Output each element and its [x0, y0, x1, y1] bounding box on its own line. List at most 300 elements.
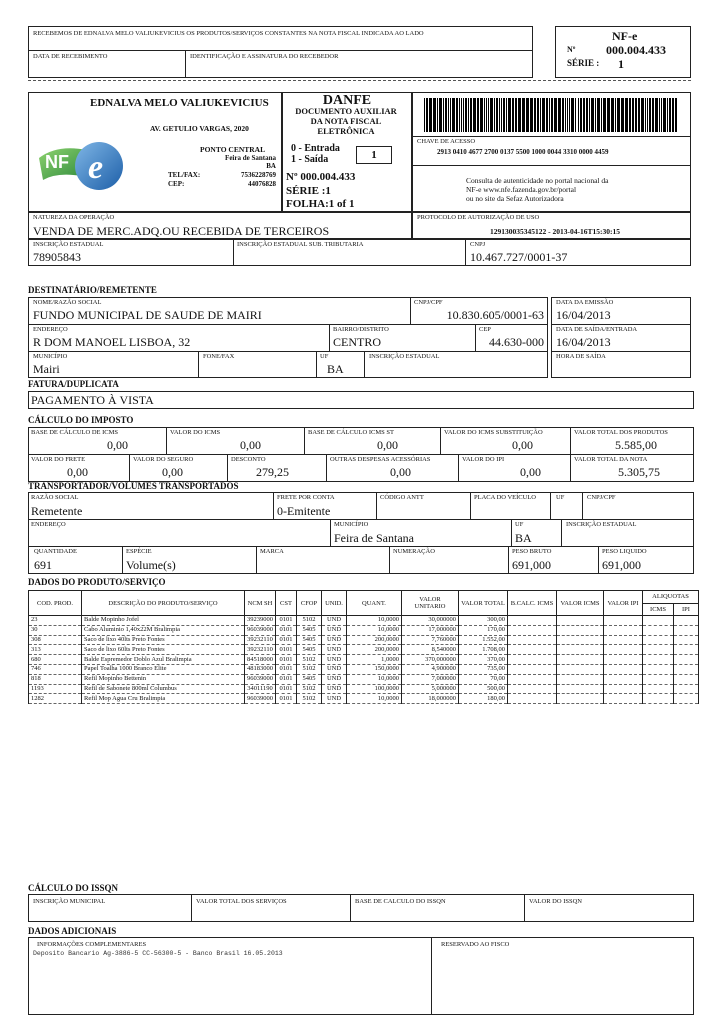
cell-desc: Refil de Sabonete 800ml Columbus [82, 684, 245, 694]
emitente-cep-label: CEP: [168, 180, 185, 188]
barcode-bar [647, 98, 648, 132]
transp-antt-label: CÓDIGO ANTT [380, 494, 424, 501]
cell-aipi [674, 655, 699, 665]
cell-vtotal: 735,00 [459, 664, 508, 674]
adicionais-section: DADOS ADICIONAIS [28, 926, 117, 936]
barcode-bar [571, 98, 574, 132]
dest-cnpj-label: CNPJ/CPF [414, 299, 443, 306]
barcode-bar [530, 98, 533, 132]
barcode-bar [583, 98, 585, 132]
table-row [29, 684, 699, 694]
transp-qtd-label: QUANTIDADE [34, 548, 77, 555]
cell-vtotal: 1.552,00 [459, 635, 508, 645]
cell-bcicms [508, 674, 557, 684]
barcode-bar [445, 98, 447, 132]
danfe-entrada: 0 - Entrada [291, 143, 340, 154]
cell-desc: Saco de lixo 40lts Preto Fontes [82, 635, 245, 645]
barcode-bar [546, 98, 548, 132]
cell-aicms [643, 616, 674, 626]
seguro-value: 0,00 [162, 465, 183, 479]
th-ncm: NCM SH [245, 591, 276, 616]
v-icms-st-value: 0,00 [512, 438, 533, 452]
barcode-bar [499, 98, 500, 132]
produtos-section: DADOS DO PRODUTO/SERVIÇO [28, 577, 166, 587]
natureza-label: NATUREZA DA OPERAÇÃO [33, 214, 115, 221]
fatura-section: FATURA/DUPLICATA [28, 379, 119, 389]
barcode-bar [617, 98, 620, 132]
dest-nome-label: NOME/RAZÃO SOCIAL [33, 299, 102, 306]
transp-especie-label: ESPÉCIE [126, 548, 152, 555]
iest-label: INSCRIÇÃO ESTADUAL SUB. TRIBUTARIA [237, 241, 364, 248]
cell-cfop: 5405 [297, 645, 322, 655]
th-vicms: VALOR ICMS [557, 591, 604, 616]
cell-cst: 0101 [276, 664, 297, 674]
cell-vipi [604, 625, 643, 635]
natureza-value: VENDA DE MERC.ADQ.OU RECEBIDA DE TERCEIROS [33, 224, 330, 238]
barcode-bar [452, 98, 455, 132]
barcode-bar [540, 98, 541, 132]
cell-cst: 0101 [276, 684, 297, 694]
cell-vicms [557, 635, 604, 645]
cell-vicms [557, 684, 604, 694]
barcode-bar [661, 98, 662, 132]
th-aliquotas: ALIQUOTAS [643, 591, 699, 604]
barcode-bar [615, 98, 616, 132]
transp-placa-label: PLACA DO VEÍCULO [474, 494, 536, 501]
th-vunit: VALOR UNITARIO [402, 591, 459, 616]
canhoto-serie: 1 [618, 57, 624, 71]
cell-cst: 0101 [276, 616, 297, 626]
barcode-bar [638, 98, 640, 132]
th-desc: DESCRIÇÃO DO PRODUTO/SERVIÇO [82, 591, 245, 616]
cell-aipi [674, 674, 699, 684]
cell-vtotal: 170,00 [459, 625, 508, 635]
cell-desc: Balde Espremedor Doblo Azul Bralimpia [82, 655, 245, 665]
imposto-section: CÁLCULO DO IMPOSTO [28, 415, 134, 425]
cell-ncm: 96039000 [245, 625, 276, 635]
barcode-bar [607, 98, 610, 132]
issqn-v: VALOR DO ISSQN [529, 898, 582, 905]
danfe-serie: SÉRIE :1 [286, 185, 331, 197]
table-row [29, 694, 699, 704]
issqn-bc: BASE DE CALCULO DO ISSQN [355, 898, 446, 905]
cell-aicms [643, 655, 674, 665]
cell-ncm: 48183000 [245, 664, 276, 674]
dest-endereco: R DOM MANOEL LISBOA, 32 [33, 335, 191, 349]
barcode-bar [558, 98, 561, 132]
transp-pliquido-label: PESO LIQUIDO [602, 548, 647, 555]
cell-bcicms [508, 645, 557, 655]
cell-vipi [604, 674, 643, 684]
bc-icms-value: 0,00 [107, 438, 128, 452]
info-value: Deposito Bancario Ag-3886-5 CC-56300-5 - Banco Brasil 16.05.2013 [33, 950, 283, 957]
cell-ncm: 34011190 [245, 684, 276, 694]
total-nota-value: 5.305,75 [618, 465, 660, 479]
cell-vunit: 370,000000 [402, 655, 459, 665]
svg-text:e: e [88, 149, 104, 186]
barcode-bar [635, 98, 637, 132]
barcode-bar [586, 98, 588, 132]
barcode-bar [450, 98, 451, 132]
barcode-bar [669, 98, 671, 132]
ipi-value: 0,00 [520, 465, 541, 479]
cell-vunit: 18,000000 [402, 694, 459, 704]
transportador-section: TRANSPORTADOR/VOLUMES TRANSPORTADOS [28, 481, 239, 491]
transp-uf-label: UF [556, 494, 565, 501]
danfe-folha: FOLHA:1 of 1 [286, 198, 355, 210]
barcode-bar [488, 98, 489, 132]
barcode [424, 98, 680, 132]
cell-aicms [643, 684, 674, 694]
total-nota-label: VALOR TOTAL DA NOTA [574, 456, 648, 463]
barcode-bar [580, 98, 582, 132]
th-cfop: CFOP [297, 591, 322, 616]
v-icms-label: VALOR DO ICMS [170, 429, 221, 436]
th-vtotal: VALOR TOTAL [459, 591, 508, 616]
outras-value: 0,00 [390, 465, 411, 479]
cell-cod: 746 [29, 664, 82, 674]
cnpj-value: 10.467.727/0001-37 [470, 250, 568, 264]
cell-unid: UND [322, 684, 347, 694]
cell-vipi [604, 664, 643, 674]
cell-bcicms [508, 655, 557, 665]
transp-especie: Volume(s) [126, 558, 176, 572]
cell-unid: UND [322, 655, 347, 665]
data-recebimento-label: DATA DE RECEBIMENTO [33, 53, 108, 60]
fatura-value: PAGAMENTO À VISTA [31, 393, 154, 407]
emitente-cep: 44076828 [248, 180, 276, 188]
dest-municipio-label: MUNICÍPIO [33, 353, 68, 360]
issqn-im: INSCRIÇÃO MUNICIPAL [33, 898, 106, 905]
outras-label: OUTRAS DESPESAS ACESSÓRIAS [330, 456, 431, 463]
svg-text:NF: NF [45, 152, 69, 172]
transp-pliquido: 691,000 [602, 558, 641, 572]
barcode-bar [518, 98, 521, 132]
barcode-bar [433, 98, 436, 132]
transp-municipio: Feira de Santana [334, 531, 414, 545]
cell-cod: 23 [29, 616, 82, 626]
transp-pbruto: 691,000 [512, 558, 551, 572]
cell-ncm: 84518000 [245, 655, 276, 665]
cell-vunit: 4,900000 [402, 664, 459, 674]
barcode-bar [578, 98, 579, 132]
barcode-bar [595, 98, 596, 132]
barcode-bar [477, 98, 479, 132]
table-row [29, 664, 699, 674]
barcode-bar [508, 98, 511, 132]
table-row [29, 655, 699, 665]
transp-qtd: 691 [34, 558, 52, 572]
bc-icms-st-label: BASE DE CÁLCULO ICMS ST [308, 429, 394, 436]
cell-bcicms [508, 664, 557, 674]
cell-vipi [604, 655, 643, 665]
cell-vtotal: 1.708,00 [459, 645, 508, 655]
barcode-bar [632, 98, 634, 132]
cell-aipi [674, 616, 699, 626]
table-row [29, 635, 699, 645]
emitente-endereco: AV. GETULIO VARGAS, 2020 [150, 124, 249, 133]
barcode-bar [501, 98, 502, 132]
cell-unid: UND [322, 674, 347, 684]
table-row [29, 645, 699, 655]
cell-vipi [604, 616, 643, 626]
cell-aicms [643, 635, 674, 645]
cell-cfop: 5102 [297, 664, 322, 674]
barcode-bar [652, 98, 654, 132]
cell-vicms [557, 616, 604, 626]
v-icms-value: 0,00 [240, 438, 261, 452]
barcode-bar [496, 98, 498, 132]
barcode-bar [575, 98, 576, 132]
table-row [29, 674, 699, 684]
dest-ie-label: INSCRIÇÃO ESTADUAL [369, 353, 440, 360]
barcode-bar [490, 98, 493, 132]
cell-cod: 1193 [29, 684, 82, 694]
th-cst: CST [276, 591, 297, 616]
cell-vunit: 30,000000 [402, 616, 459, 626]
barcode-bar [625, 98, 628, 132]
v-icms-st-label: VALOR DO ICMS SUBSTITUIÇÃO [444, 429, 543, 436]
cell-quant: 10,0000 [347, 674, 402, 684]
ie-label: INSCRIÇÃO ESTADUAL [33, 241, 104, 248]
canhoto-numero-label: Nº [567, 45, 576, 54]
barcode-bar [565, 98, 566, 132]
barcode-bar [484, 98, 485, 132]
cell-vicms [557, 674, 604, 684]
cell-aicms [643, 694, 674, 704]
cell-quant: 200,0000 [347, 635, 402, 645]
transp-razao-label: RAZÃO SOCIAL [31, 494, 79, 501]
cell-vipi [604, 645, 643, 655]
cell-cst: 0101 [276, 674, 297, 684]
v-produtos-value: 5.585,00 [615, 438, 657, 452]
danfe-title: DANFE [322, 93, 372, 108]
canhoto-numero: 000.004.433 [606, 43, 666, 57]
transp-marca-label: MARCA [260, 548, 284, 555]
th-aipi: IPI [674, 603, 699, 616]
barcode-bar [473, 98, 476, 132]
dest-emissao-label: DATA DA EMISSÃO [556, 299, 614, 306]
danfe-numero: Nº 000.004.433 [286, 171, 356, 183]
consulta-line-1: Consulta de autenticidade no portal nacional da [466, 176, 609, 185]
barcode-bar [463, 98, 464, 132]
barcode-bar [512, 98, 514, 132]
cell-desc: Balde Mopinho Jofel [82, 616, 245, 626]
emitente-telfax: 7536228769 [241, 171, 276, 179]
cell-aipi [674, 645, 699, 655]
barcode-bar [611, 98, 614, 132]
barcode-bar [437, 98, 438, 132]
barcode-bar [549, 98, 550, 132]
barcode-bar [597, 98, 600, 132]
dest-uf-label: UF [320, 353, 329, 360]
dest-fone-label: FONE/FAX [203, 353, 235, 360]
transp-uf2-label: UF [515, 521, 524, 528]
cell-unid: UND [322, 664, 347, 674]
cell-vicms [557, 694, 604, 704]
barcode-bar [567, 98, 568, 132]
barcode-bar [494, 98, 495, 132]
seguro-label: VALOR DO SEGURO [133, 456, 194, 463]
cell-cst: 0101 [276, 694, 297, 704]
cell-cod: 308 [29, 635, 82, 645]
frete-label: VALOR DO FRETE [31, 456, 86, 463]
produtos-table [28, 590, 699, 704]
cell-unid: UND [322, 625, 347, 635]
danfe-tipo: 1 [371, 149, 377, 161]
cell-cst: 0101 [276, 645, 297, 655]
barcode-bar [456, 98, 458, 132]
cell-quant: 10,0000 [347, 616, 402, 626]
dest-emissao: 16/04/2013 [556, 308, 611, 322]
cell-vicms [557, 655, 604, 665]
protocolo-label: PROTOCOLO DE AUTORIZAÇÃO DE USO [417, 214, 540, 221]
cell-quant: 1,0000 [347, 655, 402, 665]
v-produtos-label: VALOR TOTAL DOS PRODUTOS [574, 429, 668, 436]
barcode-bar [645, 98, 646, 132]
cell-aipi [674, 635, 699, 645]
cell-quant: 100,0000 [347, 684, 402, 694]
dest-bairro-label: BAIRRO/DISTRITO [333, 326, 389, 333]
barcode-bar [675, 98, 677, 132]
ipi-label: VALOR DO IPI [462, 456, 505, 463]
cell-cod: 680 [29, 655, 82, 665]
cell-quant: 10,0000 [347, 625, 402, 635]
cell-desc: Refil Mop Agua Cru Bralimpia [82, 694, 245, 704]
cell-bcicms [508, 635, 557, 645]
th-unid: UNID. [322, 591, 347, 616]
barcode-bar [649, 98, 651, 132]
dest-bairro: CENTRO [333, 335, 381, 349]
cell-desc: Refil Mopinho Bettenin [82, 674, 245, 684]
info-label: INFORMAÇÕES COMPLEMENTARES [37, 941, 147, 948]
barcode-bar [591, 98, 594, 132]
cell-vipi [604, 684, 643, 694]
cell-quant: 10,0000 [347, 694, 402, 704]
cell-vunit: 5,000000 [402, 684, 459, 694]
cell-aicms [643, 645, 674, 655]
emitente-bairro: PONTO CENTRAL [200, 145, 266, 154]
cell-vipi [604, 635, 643, 645]
cell-cod: 313 [29, 645, 82, 655]
transp-endereco-label: ENDEREÇO [31, 521, 66, 528]
cell-aipi [674, 684, 699, 694]
cell-cst: 0101 [276, 625, 297, 635]
bc-icms-label: BASE DE CÁLCULO DE ICMS [31, 429, 119, 436]
cell-quant: 200,0000 [347, 645, 402, 655]
dest-cnpj: 10.830.605/0001-63 [446, 308, 544, 322]
emitente-uf: BA [266, 162, 276, 170]
cell-desc: Cabo Aluminio 1,40x22M Bralimpia [82, 625, 245, 635]
barcode-bar [506, 98, 507, 132]
cell-unid: UND [322, 616, 347, 626]
barcode-bar [641, 98, 644, 132]
destinatario-section: DESTINATÁRIO/REMETENTE [28, 285, 157, 295]
th-bcicms: B.CALC. ICMS [508, 591, 557, 616]
barcode-bar [465, 98, 467, 132]
frete-value: 0,00 [67, 465, 88, 479]
consulta-line-2: NF-e www.nfe.fazenda.gov.br/portal [466, 185, 577, 194]
barcode-bar [667, 98, 668, 132]
cell-vtotal: 500,00 [459, 684, 508, 694]
transp-razao: Remetente [31, 504, 83, 518]
cell-cfop: 5405 [297, 625, 322, 635]
cell-vunit: 17,000000 [402, 625, 459, 635]
cell-cfop: 5102 [297, 694, 322, 704]
barcode-bar [534, 98, 536, 132]
identificacao-label: IDENTIFICAÇÃO E ASSINATURA DO RECEBEDOR [190, 53, 339, 60]
cell-vicms [557, 625, 604, 635]
cell-aicms [643, 664, 674, 674]
cell-bcicms [508, 625, 557, 635]
dest-hora-label: HORA DE SAÍDA [556, 353, 606, 360]
cell-aipi [674, 694, 699, 704]
dest-nome: FUNDO MUNICIPAL DE SAUDE DE MAIRI [33, 308, 262, 322]
barcode-bar [526, 98, 529, 132]
cell-ncm: 96039000 [245, 674, 276, 684]
transp-numeracao-label: NUMERAÇÃO [393, 548, 435, 555]
ie-value: 78905843 [33, 250, 81, 264]
dest-cep-label: CEP [479, 326, 491, 333]
barcode-bar [486, 98, 487, 132]
protocolo-value: 129130035345122 - 2013-04-16T15:30:15 [490, 227, 620, 236]
cell-cod: 30 [29, 625, 82, 635]
canhoto-nfe-title: NF-e [612, 29, 638, 43]
barcode-bar [603, 98, 606, 132]
barcode-bar [515, 98, 517, 132]
cell-cfop: 5405 [297, 635, 322, 645]
cell-aipi [674, 664, 699, 674]
barcode-bar [672, 98, 674, 132]
barcode-bar [461, 98, 462, 132]
cell-cfop: 5102 [297, 684, 322, 694]
barcode-bar [480, 98, 483, 132]
bc-icms-st-value: 0,00 [377, 438, 398, 452]
cell-aicms [643, 625, 674, 635]
th-quant: QUANT. [347, 591, 402, 616]
cell-unid: UND [322, 645, 347, 655]
cell-desc: Saco de lixo 60lts Preto Fontes [82, 645, 245, 655]
adicionais-box [28, 937, 694, 1015]
cell-ncm: 39239000 [245, 616, 276, 626]
cell-unid: UND [322, 635, 347, 645]
barcode-bar [448, 98, 449, 132]
cell-unid: UND [322, 694, 347, 704]
cell-vtotal: 180,00 [459, 694, 508, 704]
barcode-bar [537, 98, 539, 132]
cell-vipi [604, 694, 643, 704]
emitente-nome: EDNALVA MELO VALIUKEVICIUS [90, 97, 269, 109]
cell-vtotal: 370,00 [459, 655, 508, 665]
barcode-bar [621, 98, 624, 132]
cell-aicms [643, 674, 674, 684]
desconto-value: 279,25 [256, 465, 289, 479]
barcode-bar [424, 98, 425, 132]
barcode-bar [429, 98, 432, 132]
chave-value: 2913 0410 4677 2700 0137 5500 1000 0044 3310 0000 4459 [437, 148, 609, 156]
dest-saida-label: DATA DE SAÍDA/ENTRADA [556, 326, 638, 333]
cell-cfop: 5405 [297, 674, 322, 684]
barcode-bar [503, 98, 505, 132]
barcode-bar [439, 98, 442, 132]
cell-vunit: 7,000000 [402, 674, 459, 684]
nfe-logo [37, 136, 129, 194]
barcode-bar [443, 98, 444, 132]
th-aicms: ICMS [643, 603, 674, 616]
barcode-bar [655, 98, 658, 132]
cell-vunit: 7,760000 [402, 635, 459, 645]
transp-uf2: BA [515, 531, 532, 545]
